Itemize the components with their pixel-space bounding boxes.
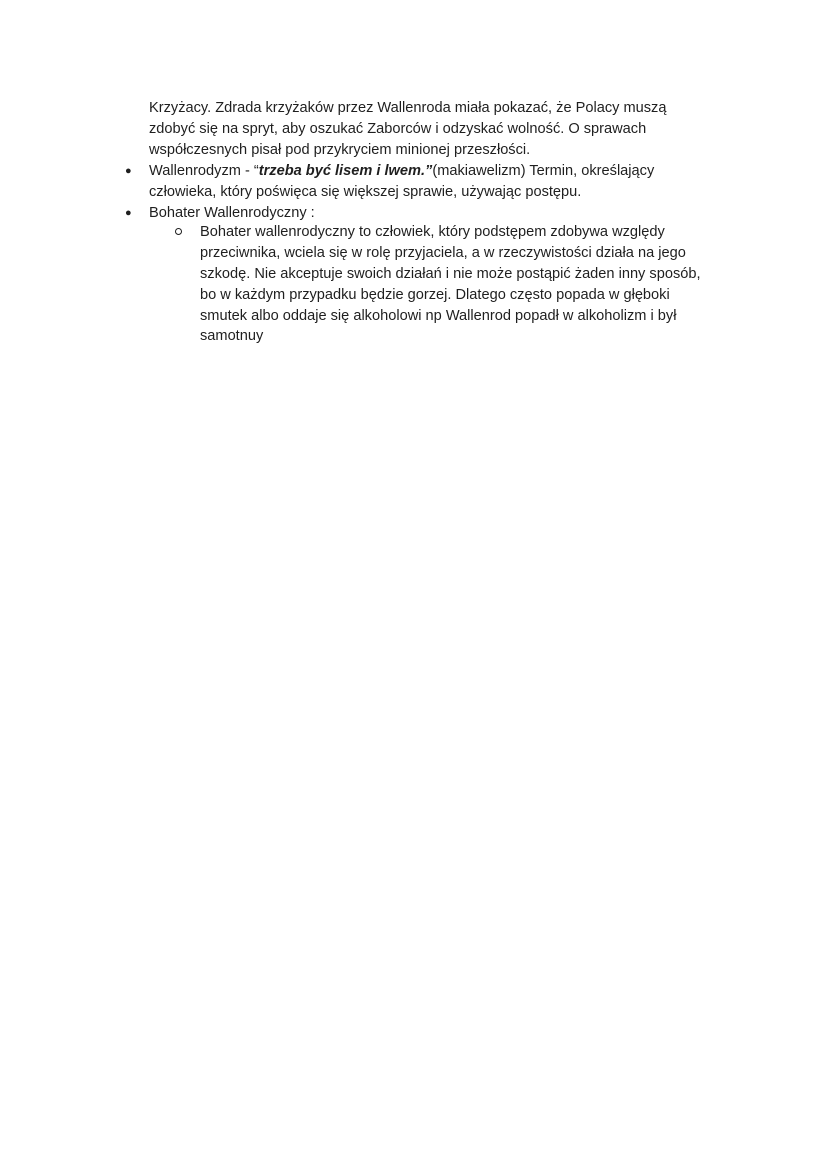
sub-item-line: przeciwnika, wciela się w rolę przyjaciela, a w rzeczywistości działa na jego <box>200 245 686 261</box>
definition-text: (makiawelizm) Termin, określający <box>432 163 655 179</box>
paragraph-line: zdobyć się na spryt, aby oszukać Zaborców i odzyskać wolność. O sprawach <box>149 121 647 137</box>
sub-item-line: szkodę. Nie akceptuje swoich działań i nie może postąpić żaden inny sposób, <box>200 266 701 282</box>
sub-item-line: smutek albo oddaje się alkoholowi np Wallenrod popadł w alkoholizm i był <box>200 308 677 324</box>
sub-item-line: Bohater wallenrodyczny to człowiek, który podstępem zdobywa względy <box>200 224 665 240</box>
bullet-marker: ● <box>125 165 132 177</box>
quote-emphasis: trzeba być lisem i lwem.” <box>258 163 433 179</box>
list-item-bohater: Bohater Wallenrodyczny : <box>149 205 315 221</box>
paragraph-line: Krzyżacy. Zdrada krzyżaków przez Wallenroda miała pokazać, że Polacy muszą <box>149 100 667 116</box>
sub-item-line: bo w każdym przypadku będzie gorzej. Dlatego często popada w głęboki <box>200 287 670 303</box>
sub-item-line: samotnuy <box>200 328 264 344</box>
sub-bullet-icon <box>175 228 182 235</box>
paragraph-line: człowieka, który poświęca się większej sprawie, używając postępu. <box>149 184 582 200</box>
paragraph-line: współczesnych pisał pod przykryciem minionej przeszłości. <box>149 142 531 158</box>
list-item-wallenrodyzm <box>149 161 654 181</box>
bullet-marker: ● <box>125 207 132 219</box>
term-text: Wallenrodyzm - “ <box>149 163 259 179</box>
